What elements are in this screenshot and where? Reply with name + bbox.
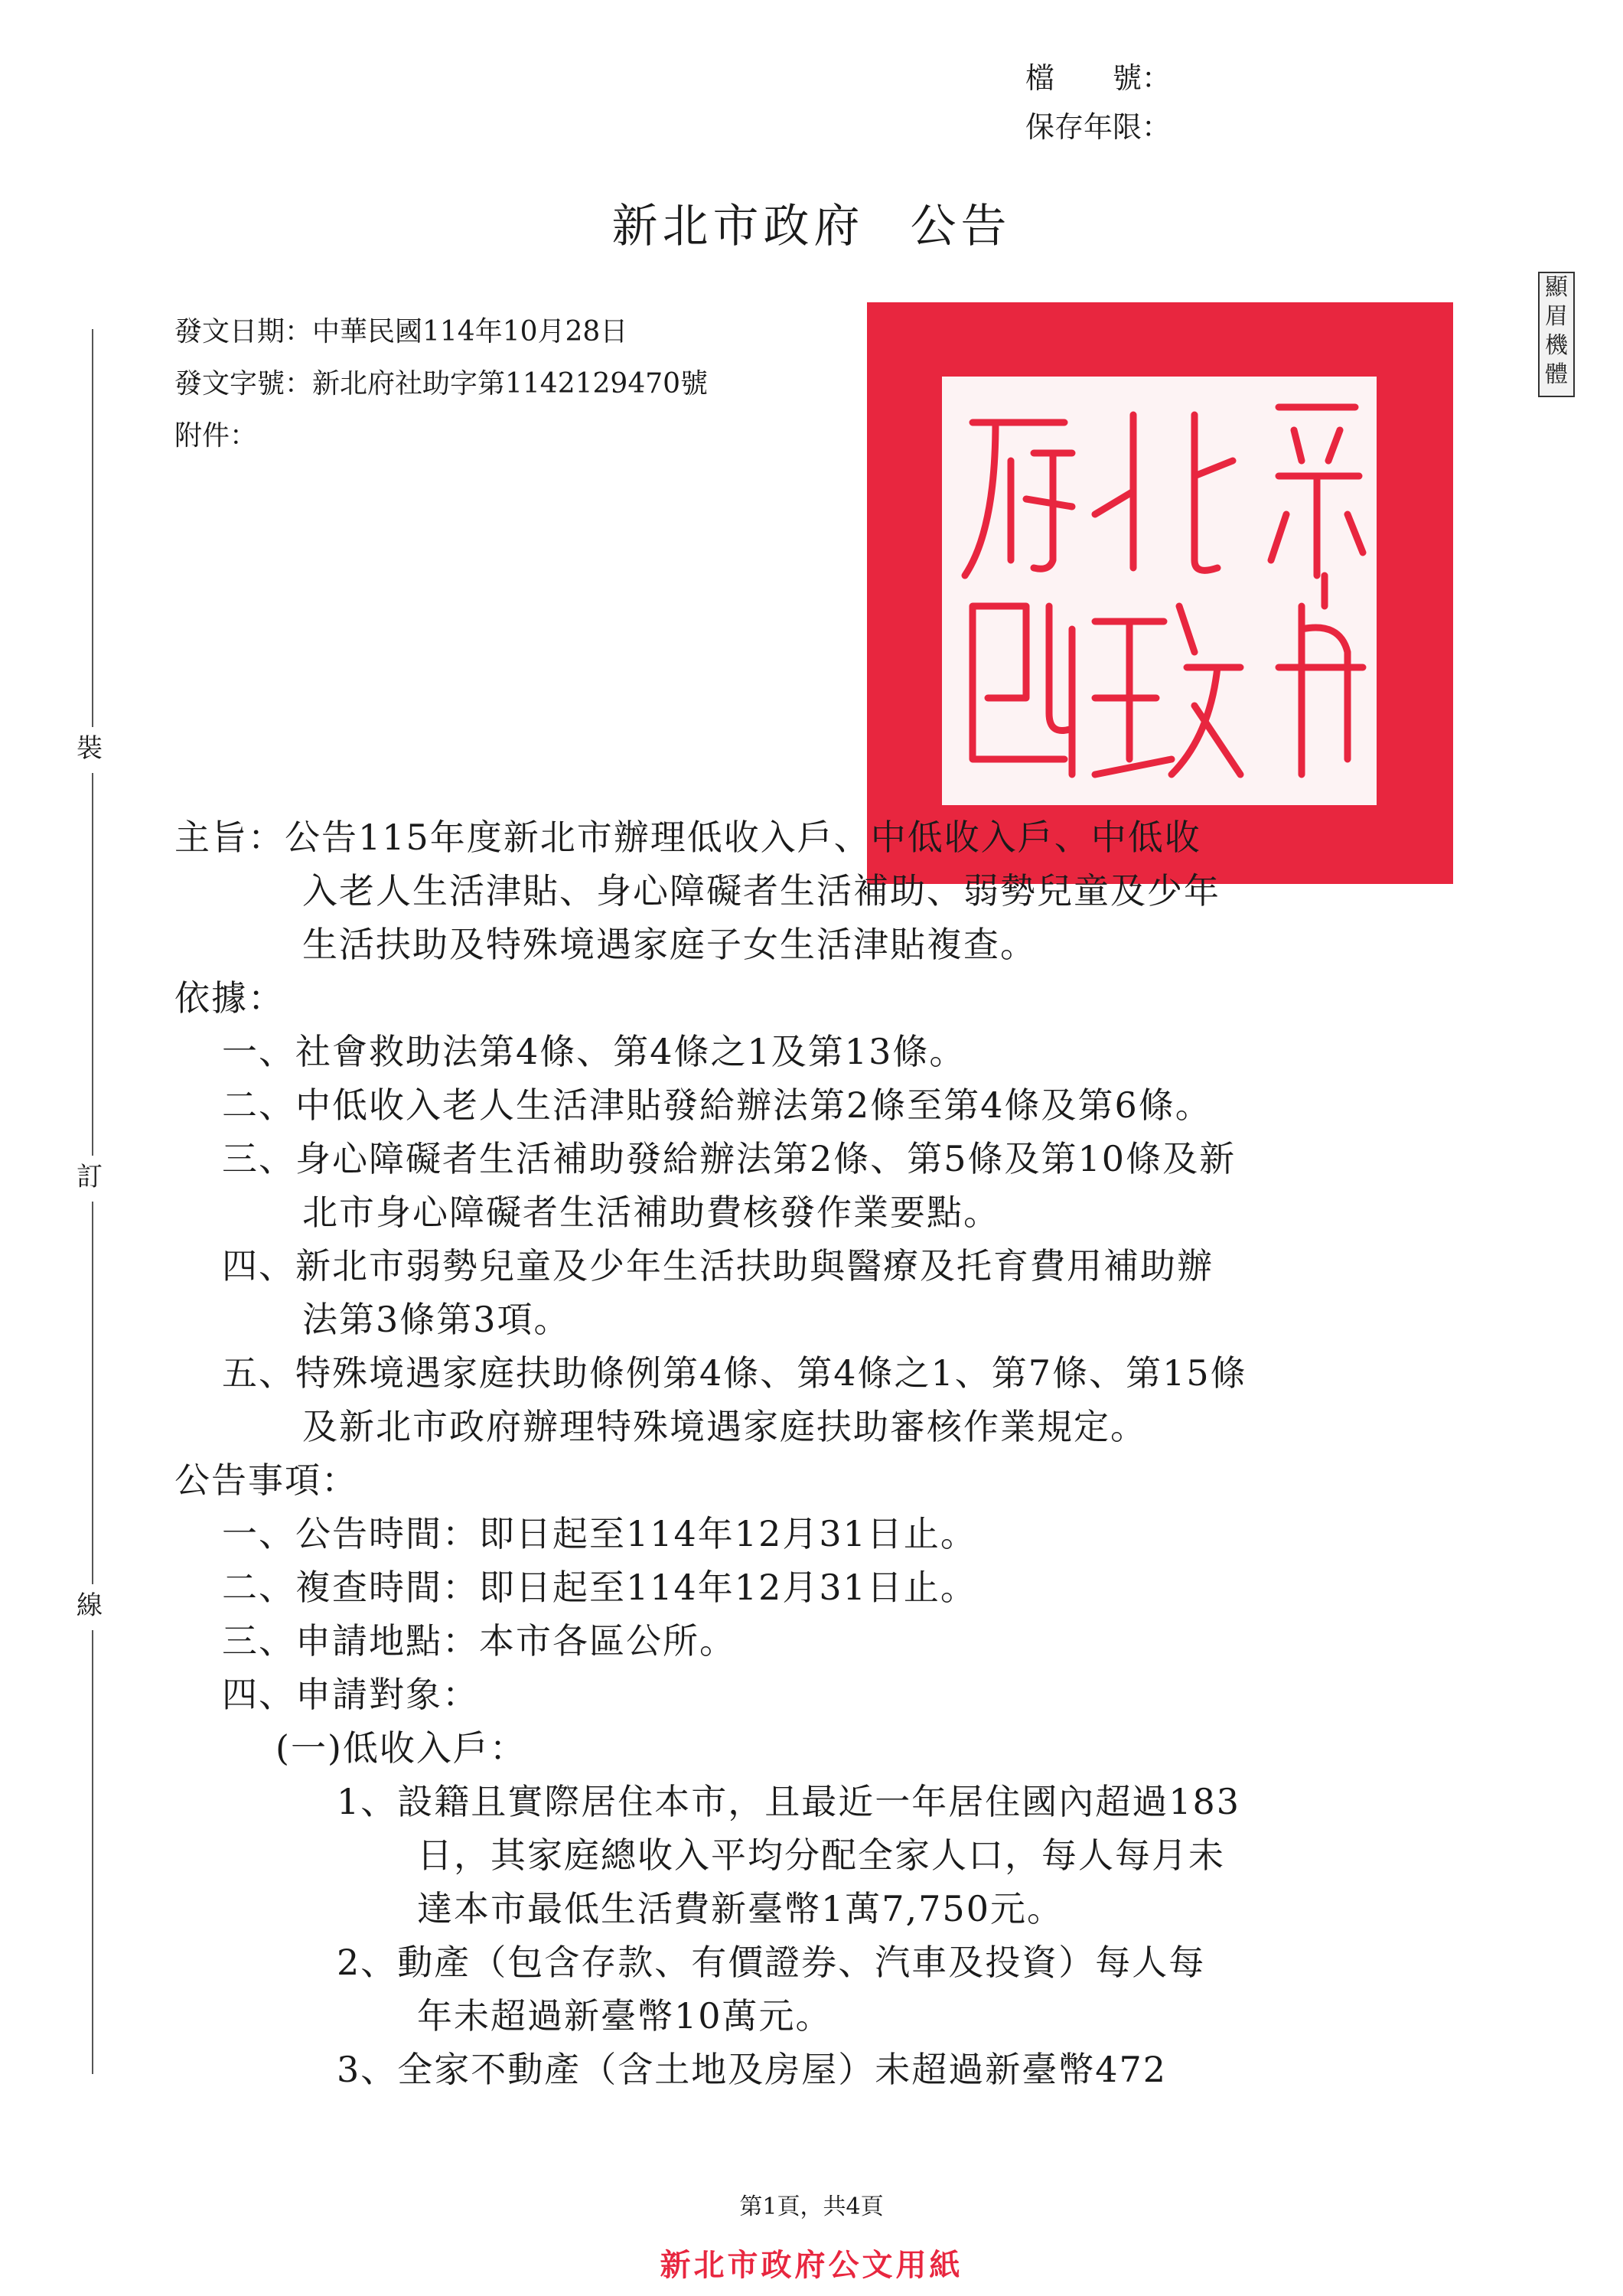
basis-item-continued: 法第3條第3項。 [302,1299,571,1340]
basis-heading: 依據： [174,977,285,1019]
basis-item: 二、中低收入老人生活津貼發給辦法第2條至第4條及第6條。 [222,1084,1212,1126]
title-type: 公告 [910,200,1012,253]
subject-line-2: 入老人生活津貼、身心障礙者生活補助、弱勢兒童及少年 [302,870,1221,912]
title-org: 新北市政府 [611,200,865,253]
issue-number: 發文字號：新北府社助字第1142129470號 [174,368,709,400]
criteria-item-continued: 達本市最低生活費新臺幣1萬7,750元。 [417,1888,1064,1929]
notice-heading: 公告事項： [174,1459,358,1501]
binding-line [92,773,93,1156]
official-seal [867,302,1453,884]
sub-heading: (一)低收入戶： [275,1727,526,1769]
basis-item: 一、社會救助法第4條、第4條之1及第13條。 [222,1031,966,1072]
criteria-item-continued: 日，其家庭總收入平均分配全家人口，每人每月未 [417,1835,1225,1876]
issue-date: 發文日期：中華民國114年10月28日 [174,316,628,347]
criteria-item: 1、設籍且實際居住本市，且最近一年居住國內超過183 [337,1781,1241,1822]
basis-item: 五、特殊境遇家庭扶助條例第4條、第4條之1、第7條、第15條 [222,1352,1247,1394]
binding-line [92,329,93,727]
basis-item: 三、身心障礙者生活補助發給辦法第2條、第5條及第10條及新 [222,1138,1237,1179]
basis-item-continued: 北市身心障礙者生活補助費核發作業要點。 [302,1192,1000,1233]
criteria-item: 3、全家不動產（含土地及房屋）未超過新臺幣472 [337,2049,1168,2090]
document-meta [174,306,708,462]
file-number-label: 檔 號： [1025,61,1172,95]
file-info [1025,54,1171,152]
page-number: 第1頁，共4頁 [739,2193,884,2220]
notice-item: 三、申請地點：本市各區公所。 [222,1620,736,1662]
criteria-item: 2、動產（包含存款、有價證券、汽車及投資）每人每 [337,1942,1206,1983]
basis-item: 四、新北市弱勢兒童及少年生活扶助與醫療及托育費用補助辦 [222,1245,1214,1287]
binding-char-xian: 線 [77,1590,103,1621]
attachment-label: 附件： [174,420,258,452]
binding-char-ding: 訂 [77,1162,103,1192]
paper-footer: 新北市政府公文用紙 [660,2248,963,2283]
criteria-item-continued: 年未超過新臺幣10萬元。 [417,1995,833,2037]
subject-line-1: 主旨：公告115年度新北市辦理低收入戶、中低收入戶、中低收 [174,817,1201,858]
binding-line [92,1202,93,1584]
seal-script-icon [942,377,1377,805]
page-title [0,190,1623,256]
notice-item: 四、申請對象： [222,1674,479,1715]
binding-line [92,1630,93,2074]
basis-item-continued: 及新北市政府辦理特殊境遇家庭扶助審核作業規定。 [302,1406,1147,1447]
binding-char-zhuang: 裝 [77,733,103,764]
notice-item: 二、複查時間：即日起至114年12月31日止。 [222,1567,977,1608]
subject-line-3: 生活扶助及特殊境遇家庭子女生活津貼複查。 [302,924,1037,965]
seal-inner [942,377,1377,805]
side-stamp: 顯眉機體 [1538,272,1575,397]
retention-label: 保存年限： [1025,110,1172,144]
notice-item: 一、公告時間：即日起至114年12月31日止。 [222,1513,977,1554]
